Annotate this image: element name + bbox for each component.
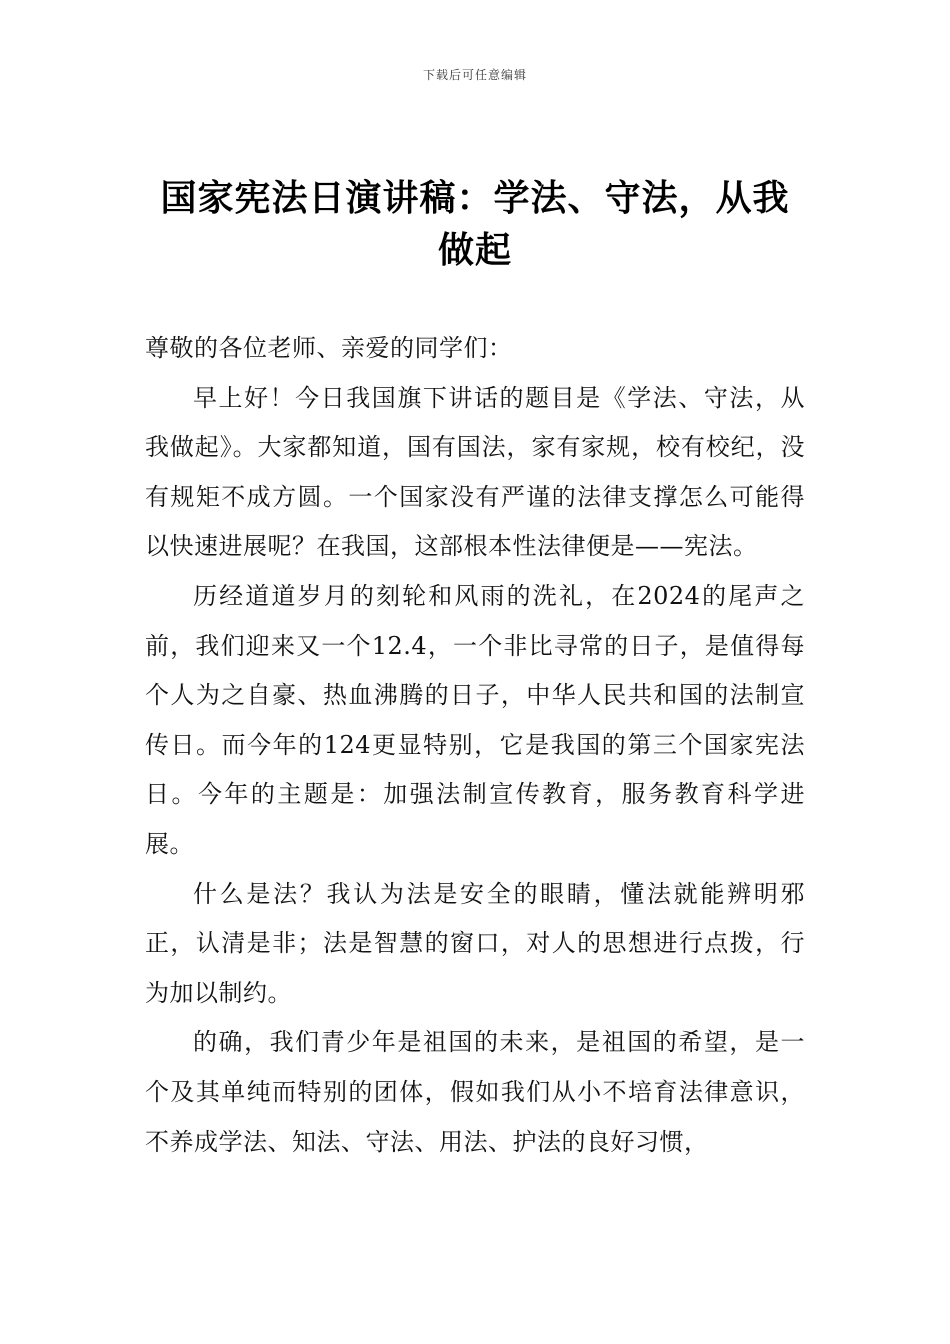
paragraph-what-is-law: 什么是法？我认为法是安全的眼睛，懂法就能辨明邪正，认清是非；法是智慧的窗口，对人的思想进行点拨，行为加以制约。 <box>145 879 805 1007</box>
document-body <box>145 324 805 1167</box>
paragraph-greeting: 早上好！今日我国旗下讲话的题目是《学法、守法，从我做起》。大家都知道，国有国法，家有家规，校有校纪，没有规矩不成方圆。一个国家没有严谨的法律支撑怎么可能得以快速进展呢？在我国，这部根本性法律便是——宪法。 <box>145 383 805 561</box>
document-title: 国家宪法日演讲稿：学法、守法，从我做起 <box>160 177 790 271</box>
salutation: 尊敬的各位老师、亲爱的同学们： <box>145 334 513 362</box>
paragraph-constitution-day: 历经道道岁月的刻轮和风雨的洗礼，在2024的尾声之前，我们迎来又一个12.4，一个非比寻常的日子，是值得每个人为之自豪、热血沸腾的日子，中华人民共和国的法制宣传日。而今年的124更显特别，它是我国的第三个国家宪法日。今年的主题是：加强法制宣传教育，服务教育科学进展。 <box>145 581 805 858</box>
page-header-note: 下载后可任意编辑 <box>422 68 527 82</box>
paragraph-youth: 的确，我们青少年是祖国的未来，是祖国的希望，是一个及其单纯而特别的团体，假如我们从小不培育法律意识，不养成学法、知法、守法、用法、护法的良好习惯， <box>145 1028 805 1156</box>
